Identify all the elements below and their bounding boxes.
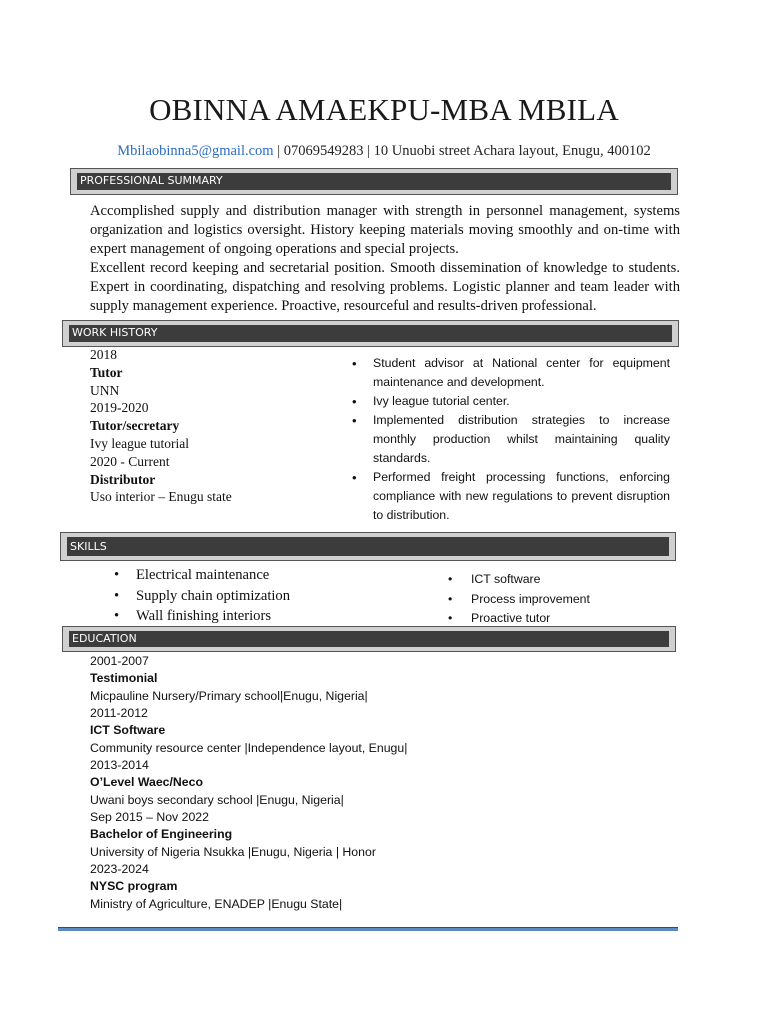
duty-bullet: • Student advisor at National center for equipment maintenance and development. bbox=[352, 354, 670, 392]
edu-title: NYSC program bbox=[90, 879, 178, 894]
contact-line bbox=[0, 143, 768, 160]
edu-date: Sep 2015 – Nov 2022 bbox=[90, 810, 209, 825]
section-education-title: EDUCATION bbox=[69, 631, 669, 647]
skills-list-right bbox=[446, 570, 590, 629]
section-skills-title: SKILLS bbox=[67, 537, 669, 556]
edu-institution: Uwani boys secondary school |Enugu, Nigeria| bbox=[90, 792, 344, 807]
work-history-list bbox=[90, 346, 330, 506]
skill-item: • Electrical maintenance bbox=[112, 565, 290, 586]
job-employer: Ivy league tutorial bbox=[90, 435, 189, 451]
edu-date: 2023-2024 bbox=[90, 862, 149, 877]
work-duties-list bbox=[352, 354, 670, 525]
edu-institution: Community resource center |Independence layout, Enugu| bbox=[90, 740, 408, 755]
section-summary-header bbox=[70, 168, 678, 195]
education-list bbox=[90, 653, 650, 913]
skill-item: • Process improvement bbox=[446, 590, 590, 610]
job-date: 2018 bbox=[90, 347, 117, 362]
skill-item: • Wall finishing interiors bbox=[112, 606, 290, 627]
edu-institution: Ministry of Agriculture, ENADEP |Enugu State| bbox=[90, 896, 343, 911]
edu-institution: Micpauline Nursery/Primary school|Enugu, Nigeria| bbox=[90, 688, 368, 703]
edu-date: 2013-2014 bbox=[90, 758, 149, 773]
job-title: Tutor/secretary bbox=[90, 418, 180, 434]
job-date: 2019-2020 bbox=[90, 400, 149, 416]
summary-paragraph-2: Excellent record keeping and secretarial position. Smooth dissemination of knowledge to students. Expert in coordinating, dispatching and resolving problems. Logistic planner and team leader with supply management experience. Proactive, resourceful and results-driven professional. bbox=[90, 260, 680, 314]
edu-institution: University of Nigeria Nsukka |Enugu, Nigeria | Honor bbox=[90, 844, 376, 859]
section-work-header bbox=[62, 320, 679, 347]
contact-details: | 07069549283 | 10 Unuobi street Achara layout, Enugu, 400102 bbox=[273, 143, 651, 159]
section-skills-header bbox=[60, 532, 676, 561]
professional-summary bbox=[90, 202, 680, 316]
job-date: 2020 - Current bbox=[90, 453, 170, 469]
edu-title: Bachelor of Engineering bbox=[90, 827, 233, 842]
bottom-divider bbox=[58, 927, 678, 931]
email-link[interactable]: Mbilaobinna5@gmail.com bbox=[117, 143, 274, 159]
skill-item: • ICT software bbox=[446, 570, 590, 590]
edu-title: ICT Software bbox=[90, 723, 166, 738]
edu-date: 2011-2012 bbox=[90, 706, 148, 721]
edu-date: 2001-2007 bbox=[90, 654, 149, 668]
summary-paragraph-1: Accomplished supply and distribution manager with strength in personnel management, systems organization and logistics oversight. History keeping materials moving smoothly and on-time with expert management of ongoing operations and special projects. bbox=[90, 203, 680, 257]
section-education-header bbox=[62, 626, 676, 652]
section-work-title: WORK HISTORY bbox=[69, 325, 672, 342]
duty-bullet: • Ivy league tutorial center. bbox=[352, 392, 670, 411]
edu-title: Testimonial bbox=[90, 671, 158, 686]
duty-bullet: • Implemented distribution strategies to increase monthly production whilst maintaining quality standards. bbox=[352, 411, 670, 468]
edu-title: O’Level Waec/Neco bbox=[90, 775, 203, 790]
skill-item: • Proactive tutor bbox=[446, 609, 590, 629]
skill-item: • Supply chain optimization bbox=[112, 586, 290, 607]
job-title: Tutor bbox=[90, 364, 123, 380]
candidate-name: OBINNA AMAEKPU-MBA MBILA bbox=[149, 92, 619, 127]
section-summary-title: PROFESSIONAL SUMMARY bbox=[77, 173, 671, 190]
skills-list-left bbox=[112, 565, 290, 627]
job-title: Distributor bbox=[90, 471, 156, 487]
job-employer: UNN bbox=[90, 382, 120, 398]
duty-bullet: • Performed freight processing functions, enforcing compliance with new regulations to prevent disruption to distribution. bbox=[352, 468, 670, 525]
job-employer: Uso interior – Enugu state bbox=[90, 489, 232, 505]
